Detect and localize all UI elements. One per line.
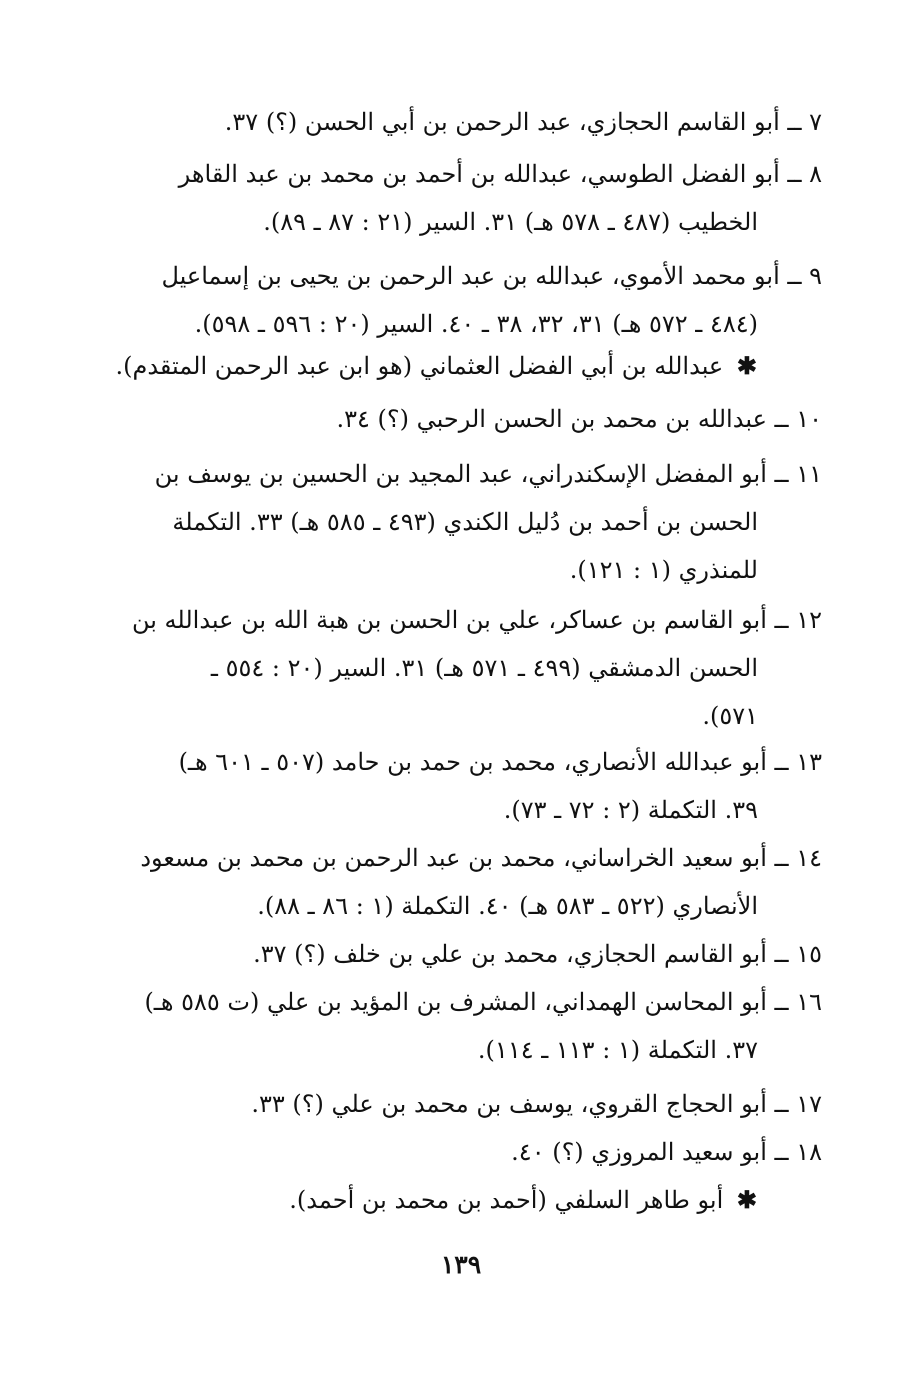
list-item (122, 252, 822, 348)
note-line (289, 1176, 757, 1224)
entry-line: للمنذري (١ : ١٢١). (569, 556, 758, 584)
entry-line: ٣٩. التكملة (٢ : ٧٢ ـ ٧٣). (503, 796, 758, 824)
list-item (122, 450, 822, 594)
note-line (115, 342, 757, 390)
entry-line: ١٨ ــ أبو سعيد المروزي (؟) ٤٠. (511, 1138, 822, 1166)
entry-line: ١٧ ــ أبو الحجاج القروي، يوسف بن محمد بن علي (؟) ٣٣. (251, 1090, 822, 1118)
entry-line: (٤٨٤ ـ ٥٧٢ هـ) ٣١، ٣٢، ٣٨ ـ ٤٠. السير (٢٠ : ٥٩٦ ـ ٥٩٨). (194, 310, 758, 338)
entry-line: ٥٧١). (702, 702, 758, 730)
star-icon: ✱ (736, 351, 757, 380)
list-item (122, 978, 822, 1074)
entry-line: الخطيب (٤٨٧ ـ ٥٧٨ هـ) ٣١. السير (٢١ : ٨٧ ـ ٨٩). (263, 208, 758, 236)
note-text: أبو طاهر السلفي (أحمد بن محمد بن أحمد). (289, 1186, 724, 1214)
list-item (122, 930, 822, 978)
star-icon: ✱ (736, 1185, 757, 1214)
entry-line: ١٠ ــ عبدالله بن محمد بن الحسن الرحبي (؟) ٣٤. (336, 405, 822, 433)
entry-line: ٩ ــ أبو محمد الأموي، عبدالله بن عبد الرحمن بن يحيى بن إسماعيل (161, 262, 822, 290)
list-item (122, 1080, 822, 1128)
entry-line: ١٢ ــ أبو القاسم بن عساكر، علي بن الحسن بن هبة الله بن عبدالله بن (131, 606, 822, 634)
entry-line: ٨ ــ أبو الفضل الطوسي، عبدالله بن أحمد بن محمد بن عبد القاهر (178, 160, 822, 188)
entry-line: ١٤ ــ أبو سعيد الخراساني، محمد بن عبد الرحمن بن محمد بن مسعود (140, 844, 822, 872)
list-item (122, 738, 822, 834)
list-item (122, 834, 822, 930)
entry-line: ٧ ــ أبو القاسم الحجازي، عبد الرحمن بن أبي الحسن (؟) ٣٧. (224, 108, 822, 136)
note-text: عبدالله بن أبي الفضل العثماني (هو ابن عبد الرحمن المتقدم). (115, 352, 724, 380)
list-item (122, 395, 822, 443)
list-item (122, 596, 822, 740)
entry-line: الحسن بن أحمد بن دُليل الكندي (٤٩٣ ـ ٥٨٥ هـ) ٣٣. التكملة (172, 508, 758, 536)
list-item (122, 1128, 822, 1176)
list-item (122, 98, 822, 146)
entry-line: ٣٧. التكملة (١ : ١١٣ ـ ١١٤). (477, 1036, 758, 1064)
entry-line: ١٣ ــ أبو عبدالله الأنصاري، محمد بن حمد بن حامد (٥٠٧ ـ ٦٠١ هـ) (178, 748, 822, 776)
entry-line: ١٦ ــ أبو المحاسن الهمداني، المشرف بن المؤيد بن علي (ت ٥٨٥ هـ) (144, 988, 822, 1016)
page-number: ١٣٩ (440, 1250, 482, 1279)
entry-line: ١٥ ــ أبو القاسم الحجازي، محمد بن علي بن خلف (؟) ٣٧. (253, 940, 822, 968)
list-item (122, 150, 822, 246)
entry-line: الأنصاري (٥٢٢ ـ ٥٨٣ هـ) ٤٠. التكملة (١ : ٨٦ ـ ٨٨). (257, 892, 758, 920)
entry-line: الحسن الدمشقي (٤٩٩ ـ ٥٧١ هـ) ٣١. السير (٢٠ : ٥٥٤ ـ (210, 654, 758, 682)
entry-line: ١١ ــ أبو المفضل الإسكندراني، عبد المجيد بن الحسين بن يوسف بن (154, 460, 822, 488)
